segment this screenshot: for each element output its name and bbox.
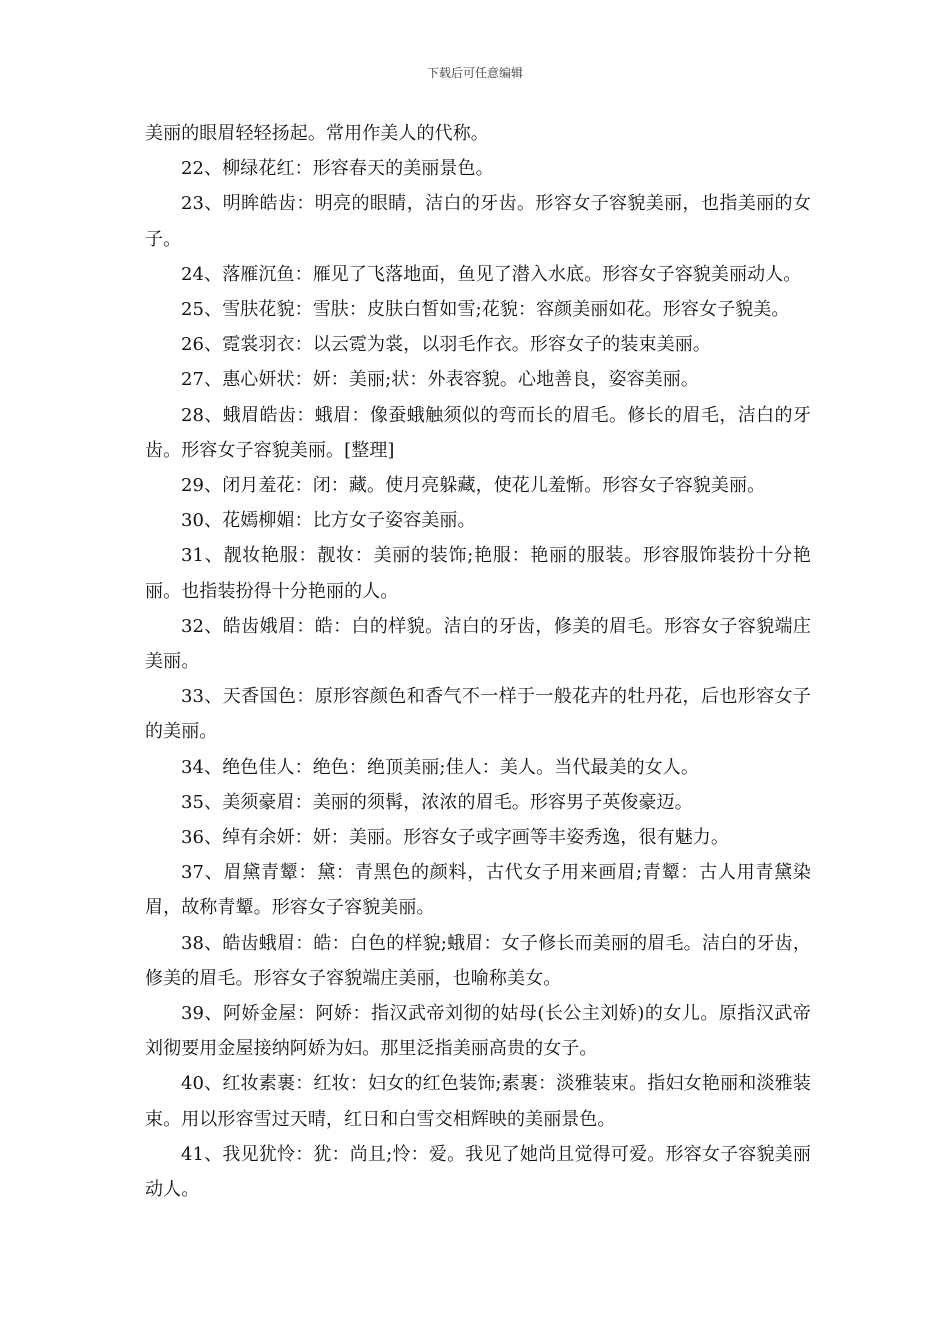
entry-40: 40、红妆素裹：红妆：妇女的红色装饰;素裹：淡雅装束。指妇女艳丽和淡雅装束。用以形容雪过天晴，红日和白雪交相辉映的美丽景色。 (145, 1073, 811, 1130)
paragraph-continuation: 美丽的眼眉轻轻扬起。常用作美人的代称。 (145, 123, 489, 144)
entry-39: 39、阿娇金屋：阿娇：指汉武帝刘彻的姑母(长公主刘娇)的女儿。原指汉武帝刘彻要用金屋接纳阿娇为妇。那里泛指美丽高贵的女子。 (145, 1003, 811, 1060)
entry-24: 24、落雁沉鱼：雁见了飞落地面，鱼见了潜入水底。形容女子容貌美丽动人。 (181, 263, 802, 285)
entry-38: 38、皓齿蛾眉：皓：白色的样貌;蛾眉：女子修长而美丽的眉毛。洁白的牙齿，修美的眉毛。形容女子容貌端庄美丽，也喻称美女。 (145, 932, 811, 989)
page-header: 下载后可任意编辑 (426, 66, 523, 80)
document-body (145, 116, 811, 1207)
entry-36: 36、绰有余妍：妍：美丽。形容女子或字画等丰姿秀逸，很有魅力。 (181, 827, 730, 849)
entry-30: 30、花嫣柳媚：比方女子姿容美丽。 (181, 510, 476, 532)
entry-32: 32、皓齿娥眉：皓：白的样貌。洁白的牙齿，修美的眉毛。形容女子容貌端庄美丽。 (145, 615, 811, 673)
entry-22: 22、柳绿花红：形容春天的美丽景色。 (181, 158, 494, 180)
entry-28: 28、蛾眉皓齿：蛾眉：像蚕蛾触须似的弯而长的眉毛。修长的眉毛，洁白的牙齿。形容女子容貌美丽。[整理] (145, 404, 811, 461)
entry-31: 31、靓妆艳服：靓妆：美丽的装饰;艳服：艳丽的服装。形容服饰装扮十分艳丽。也指装扮得十分艳丽的人。 (145, 545, 811, 602)
entry-33: 33、天香国色：原形容颜色和香气不一样于一般花卉的牡丹花，后也形容女子的美丽。 (145, 686, 811, 743)
entry-35: 35、美须豪眉：美丽的须髯，浓浓的眉毛。形容男子英俊豪迈。 (181, 791, 693, 813)
entry-25: 25、雪肤花貌：雪肤：皮肤白皙如雪;花貌：容颜美丽如花。形容女子貌美。 (181, 299, 790, 321)
entry-23: 23、明眸皓齿：明亮的眼睛，洁白的牙齿。形容女子容貌美丽，也指美丽的女子。 (145, 193, 811, 250)
entry-37: 37、眉黛青颦：黛：青黑色的颜料，古代女子用来画眉;青颦：古人用青黛染眉，故称青颦。形容女子容貌美丽。 (145, 862, 811, 919)
entry-29: 29、闭月羞花：闭：藏。使月亮躲藏，使花儿羞惭。形容女子容貌美丽。 (181, 475, 766, 497)
entry-41: 41、我见犹怜：犹：尚且;怜：爱。我见了她尚且觉得可爱。形容女子容貌美丽动人。 (145, 1143, 811, 1201)
entry-34: 34、绝色佳人：绝色：绝顶美丽;佳人：美人。当代最美的女人。 (181, 756, 699, 778)
entry-27: 27、惠心妍状：妍：美丽;状：外表容貌。心地善良，姿容美丽。 (181, 369, 699, 391)
entry-26: 26、霓裳羽衣：以云霓为裳，以羽毛作衣。形容女子的装束美丽。 (181, 334, 711, 356)
